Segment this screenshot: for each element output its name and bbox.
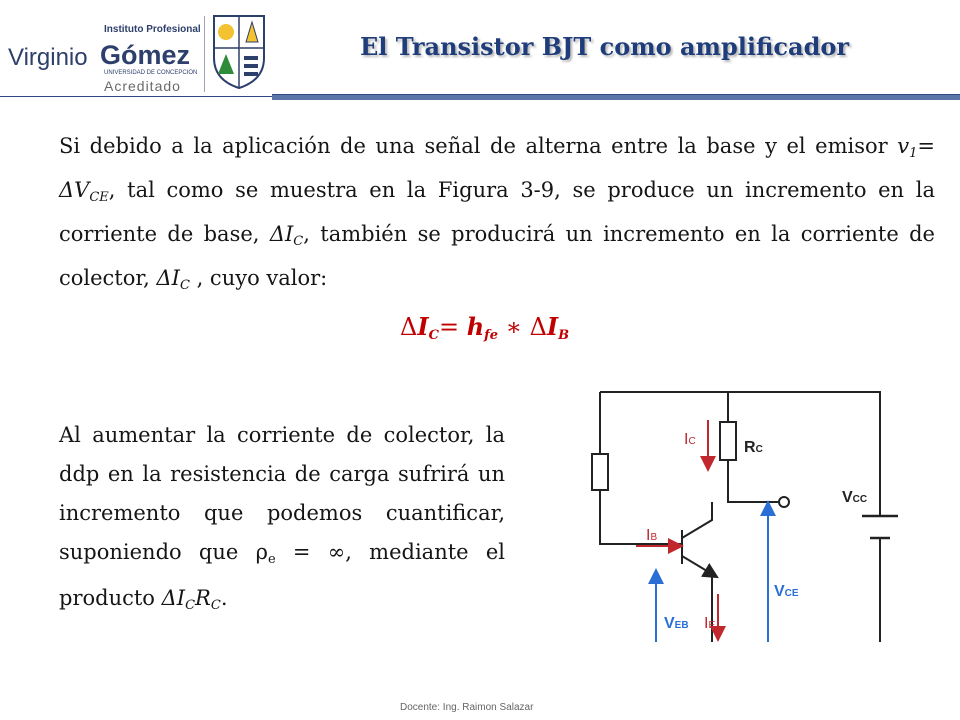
para1-v1: v	[897, 134, 910, 158]
logo-accredited: Acreditado	[104, 78, 181, 94]
gain-formula	[400, 312, 569, 343]
logo-university: UNIVERSIDAD DE CONCEPCION	[104, 70, 198, 76]
para1-v1-sub: 1	[909, 146, 918, 161]
para1-eq-sub: CE	[89, 190, 109, 205]
institution-logo	[8, 10, 270, 94]
formula-delta: Δ	[400, 313, 418, 341]
veb-label: VEB	[664, 615, 689, 632]
vcc-label: VCC	[842, 489, 868, 506]
ic-label: IC	[684, 431, 696, 448]
vce-label: VCE	[774, 583, 799, 600]
formula-h-sub: fe	[484, 328, 499, 343]
output-terminal	[779, 497, 789, 507]
ie-label: IE	[704, 615, 716, 632]
para2-di-sub: C	[185, 598, 196, 613]
para1-text-3: , también se producirá un incremento en la corriente de colector,	[59, 222, 935, 290]
formula-ib: I	[546, 312, 559, 341]
para1-eq: = ΔV	[59, 134, 935, 202]
para2-rho-sub: e	[267, 552, 276, 567]
intro-paragraph	[59, 128, 935, 304]
transistor-circuit-diagram	[584, 384, 920, 646]
footer-instructor: Docente: Ing. Raimon Salazar	[400, 702, 534, 713]
rc-label: RC	[744, 439, 763, 456]
para1-text-1: Si debido a la aplicación de una señal de alterna entre la base y el emisor	[59, 134, 898, 158]
formula-ib-sub: B	[558, 328, 570, 343]
formula-times: ∗ Δ	[498, 313, 547, 341]
formula-ic: I	[417, 312, 429, 341]
ib-label: IB	[646, 527, 658, 544]
para2-di: ΔI	[161, 586, 186, 610]
logo-brand-second: Gómez	[100, 40, 191, 70]
collector-lead	[682, 502, 712, 538]
formula-ic-sub: C	[428, 328, 439, 343]
page-title: El Transistor BJT como amplificador	[360, 32, 849, 61]
para2-text-1: Al aumentar la corriente de colector, la ddp en la resistencia de carga sufrirá un incremento que podemos cuantificar, suponiendo que ρ	[59, 423, 505, 564]
para1-di: ΔI	[269, 222, 294, 246]
para1-text-4: , cuyo valor:	[189, 266, 328, 290]
left-wire	[600, 392, 682, 544]
logo-institute: Instituto Profesional	[104, 24, 201, 35]
bias-resistor	[592, 454, 608, 490]
formula-h: h	[466, 312, 485, 341]
emitter-lead	[682, 556, 712, 574]
top-wire	[600, 392, 880, 502]
para1-di2: ΔI	[156, 266, 180, 290]
para1-di-sub: C	[293, 234, 304, 249]
shield-icon	[212, 14, 266, 90]
logo-brand-first: Virginio	[8, 44, 88, 71]
header-rule	[0, 96, 272, 97]
logo-divider	[204, 16, 205, 92]
para1-di2-sub: C	[179, 278, 190, 293]
explanation-paragraph	[59, 416, 505, 625]
formula-eq: =	[438, 313, 467, 341]
header	[0, 0, 960, 96]
para2-end: .	[220, 586, 228, 610]
para2-r: R	[195, 586, 211, 610]
para2-r-sub: C	[210, 598, 221, 613]
para2-text-2: = ∞, mediante el producto	[59, 540, 505, 610]
para1-text-2: , tal como se muestra en la Figura 3-9, se produce un incremento en la corriente de base,	[59, 178, 935, 246]
collector-resistor	[720, 422, 736, 460]
header-bar	[272, 94, 960, 100]
